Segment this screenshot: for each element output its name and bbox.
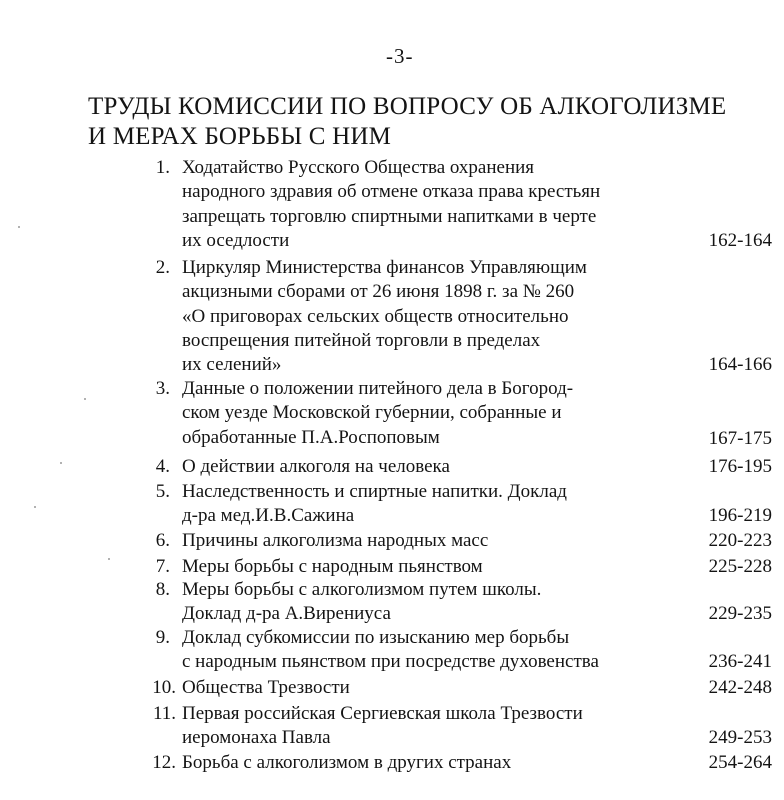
toc-entry-pages: 176-195 [708, 456, 772, 477]
toc-entry-title [182, 676, 682, 700]
toc-entry-title-line: их селений» [182, 354, 282, 376]
toc-entry-pages: 164-166 [708, 354, 772, 376]
toc-entry-title [182, 578, 682, 627]
toc-entry-title-line: обработанные П.А.Роспоповым [182, 426, 440, 448]
toc-entry-title [182, 156, 682, 253]
toc-entry-title [182, 751, 682, 775]
toc-entry-title [182, 256, 682, 377]
toc-entry-title-line: их оседлости [182, 229, 290, 251]
toc-entry-pages: 249-253 [708, 727, 772, 749]
scan-speck [108, 558, 110, 560]
toc-entry-title-line: Причины алкоголизма народных масс [182, 530, 489, 551]
toc-entry-pages: 162-164 [708, 229, 772, 251]
scan-speck [84, 398, 86, 400]
toc-entry-pages: 229-235 [708, 603, 772, 625]
toc-entry-number: 12. [152, 752, 176, 773]
toc-entry-title [182, 555, 682, 579]
toc-entry-title-line: народного здравия об отмене отказа права крестьян [182, 181, 601, 203]
scan-speck [18, 226, 20, 228]
toc-entry-number: 2. [155, 257, 170, 278]
toc-entry-number: 1. [155, 157, 170, 178]
toc-entry-title-line: иеромонаха Павла [182, 727, 331, 749]
toc-entry-pages: 242-248 [708, 677, 772, 698]
toc-entry-title [182, 480, 682, 529]
toc-entry-number: 3. [155, 378, 170, 399]
toc-entry-number: 11. [152, 703, 176, 724]
toc-entry-title-line: Борьба с алкоголизмом в других странах [182, 752, 512, 773]
toc-entry-title-line: Циркуляр Министерства финансов Управляющим [182, 257, 587, 278]
scan-speck [34, 506, 36, 508]
toc-entry-pages: 196-219 [708, 505, 772, 527]
toc-entry-pages: 167-175 [708, 427, 772, 449]
toc-entry-pages: 254-264 [708, 752, 772, 773]
toc-entry-number: 4. [155, 456, 170, 477]
toc-entry-title-line: ском уезде Московской губернии, собранные и [182, 402, 562, 424]
heading-line-1: ТРУДЫ КОМИССИИ ПО ВОПРОСУ ОБ АЛКОГОЛИЗМЕ [88, 93, 727, 120]
toc-entry-title-line: Наследственность и спиртные напитки. Доклад [182, 481, 567, 502]
toc-entry-title-line: запрещать торговлю спиртными напитками в черте [182, 205, 597, 227]
toc-entry-number: 8. [155, 579, 170, 600]
toc-entry-title [182, 626, 682, 675]
toc-entry-title [182, 702, 682, 751]
toc-entry-number: 9. [155, 627, 170, 648]
toc-entry-title-line: Меры борьбы с алкоголизмом путем школы. [182, 579, 542, 600]
toc-entry-title-line: Доклад д-ра А.Вирениуса [182, 603, 391, 625]
toc-entry-title-line: д-ра мед.И.В.Сажина [182, 505, 355, 527]
toc-entry-title [182, 377, 682, 450]
toc-entry-number: 5. [155, 481, 170, 502]
toc-entry-title [182, 455, 682, 479]
toc-entry-title-line: Меры борьбы с народным пьянством [182, 556, 483, 577]
toc-entry-title-line: «О приговорах сельских обществ относительно [182, 305, 569, 327]
toc-entry-pages: 236-241 [708, 651, 772, 673]
toc-entry-pages: 220-223 [708, 530, 772, 551]
scan-speck [60, 462, 62, 464]
toc-entry-title-line: акцизными сборами от 26 июня 1898 г. за № 260 [182, 281, 575, 303]
toc-entry-number: 6. [155, 530, 170, 551]
toc-entry-title-line: О действии алкоголя на человека [182, 456, 450, 477]
toc-entry-title-line: Доклад субкомиссии по изысканию мер борьбы [182, 627, 570, 648]
heading-line-2: И МЕРАХ БОРЬБЫ С НИМ [88, 123, 392, 150]
toc-entry-title-line: Данные о положении питейного дела в Богород- [182, 378, 574, 399]
toc-entry-number: 10. [152, 677, 176, 698]
toc-entry-title-line: с народным пьянством при посредстве духовенства [182, 651, 599, 673]
toc-entry-title [182, 529, 682, 553]
toc-entry-title-line: Ходатайство Русского Общества охранения [182, 157, 535, 178]
toc-entry-pages: 225-228 [708, 556, 772, 577]
toc-entry-title-line: Первая российская Сергиевская школа Трезвости [182, 703, 583, 724]
page-number: -3- [386, 44, 414, 68]
toc-entry-number: 7. [155, 556, 170, 577]
toc-entry-title-line: воспрещения питейной торговли в пределах [182, 329, 541, 351]
toc-entry-title-line: Общества Трезвости [182, 677, 350, 698]
